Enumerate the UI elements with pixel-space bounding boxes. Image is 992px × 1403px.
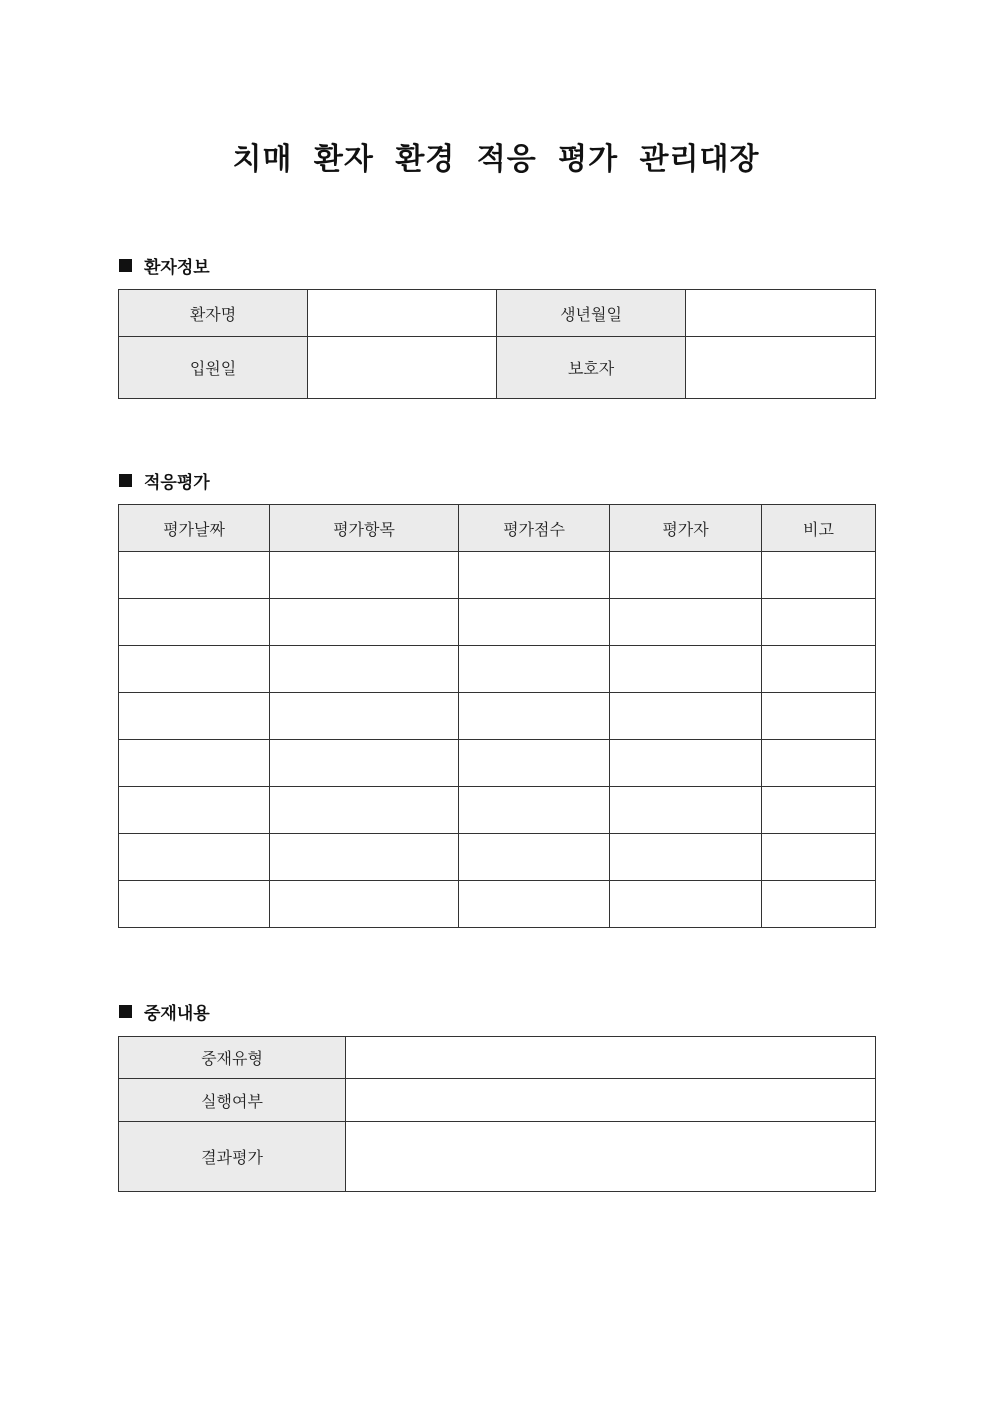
table-row: [119, 787, 876, 834]
table-row: [119, 646, 876, 693]
table-cell[interactable]: [270, 599, 459, 646]
table-cell[interactable]: [119, 693, 270, 740]
column-header-note: 비고: [762, 505, 876, 552]
table-cell[interactable]: [762, 599, 876, 646]
table-cell[interactable]: [459, 740, 610, 787]
column-header-item: 평가항목: [270, 505, 459, 552]
table-row: [119, 881, 876, 928]
field-patient-name[interactable]: [308, 290, 497, 337]
column-header-score: 평가점수: [459, 505, 610, 552]
table-cell[interactable]: [459, 552, 610, 599]
table-cell[interactable]: [119, 787, 270, 834]
section-heading-label: 중재내용: [144, 1003, 210, 1024]
label-execution: 실행여부: [119, 1079, 346, 1122]
table-cell[interactable]: [270, 834, 459, 881]
table-row: [119, 834, 876, 881]
table-cell[interactable]: [119, 599, 270, 646]
field-guardian[interactable]: [686, 337, 876, 399]
label-result-evaluation: 결과평가: [119, 1122, 346, 1192]
table-cell[interactable]: [119, 740, 270, 787]
table-row: [119, 552, 876, 599]
field-result-evaluation[interactable]: [346, 1122, 876, 1192]
table-cell[interactable]: [270, 740, 459, 787]
table-cell[interactable]: [119, 552, 270, 599]
table-cell[interactable]: [270, 787, 459, 834]
table-cell[interactable]: [119, 646, 270, 693]
table-cell[interactable]: [762, 740, 876, 787]
table-cell[interactable]: [762, 646, 876, 693]
column-header-date: 평가날짜: [119, 505, 270, 552]
table-cell[interactable]: [459, 693, 610, 740]
label-patient-name: 환자명: [119, 290, 308, 337]
table-cell[interactable]: [119, 881, 270, 928]
table-cell[interactable]: [762, 881, 876, 928]
label-admission-date: 입원일: [119, 337, 308, 399]
field-intervention-type[interactable]: [346, 1037, 876, 1079]
black-square-icon: [119, 259, 132, 272]
section-heading-label: 적응평가: [144, 472, 210, 493]
assessment-table: [118, 504, 876, 928]
column-header-assessor: 평가자: [610, 505, 762, 552]
table-cell[interactable]: [270, 693, 459, 740]
black-square-icon: [119, 474, 132, 487]
table-cell[interactable]: [459, 834, 610, 881]
table-cell[interactable]: [610, 740, 762, 787]
table-cell[interactable]: [762, 834, 876, 881]
label-intervention-type: 중재유형: [119, 1037, 346, 1079]
table-cell[interactable]: [270, 646, 459, 693]
label-birth-date: 생년월일: [497, 290, 686, 337]
table-cell[interactable]: [762, 693, 876, 740]
section-heading-intervention: [119, 999, 210, 1023]
table-cell[interactable]: [459, 881, 610, 928]
table-cell[interactable]: [459, 787, 610, 834]
section-heading-patient-info: [119, 253, 210, 277]
table-cell[interactable]: [610, 646, 762, 693]
table-cell[interactable]: [270, 552, 459, 599]
field-execution[interactable]: [346, 1079, 876, 1122]
table-cell[interactable]: [610, 552, 762, 599]
table-cell[interactable]: [610, 787, 762, 834]
page-title: 치매 환자 환경 적응 평가 관리대장: [232, 142, 760, 177]
table-row: [119, 740, 876, 787]
table-cell[interactable]: [762, 552, 876, 599]
field-birth-date[interactable]: [686, 290, 876, 337]
label-guardian: 보호자: [497, 337, 686, 399]
table-cell[interactable]: [459, 599, 610, 646]
section-heading-label: 환자정보: [144, 257, 210, 278]
section-heading-assessment: [119, 468, 210, 492]
table-cell[interactable]: [610, 834, 762, 881]
table-row: [119, 599, 876, 646]
table-cell[interactable]: [610, 599, 762, 646]
table-cell[interactable]: [610, 693, 762, 740]
field-admission-date[interactable]: [308, 337, 497, 399]
table-cell[interactable]: [459, 646, 610, 693]
table-row: [119, 693, 876, 740]
intervention-table: [118, 1036, 876, 1192]
patient-info-table: [118, 289, 876, 399]
black-square-icon: [119, 1005, 132, 1018]
table-cell[interactable]: [119, 834, 270, 881]
table-cell[interactable]: [270, 881, 459, 928]
table-cell[interactable]: [762, 787, 876, 834]
table-cell[interactable]: [610, 881, 762, 928]
